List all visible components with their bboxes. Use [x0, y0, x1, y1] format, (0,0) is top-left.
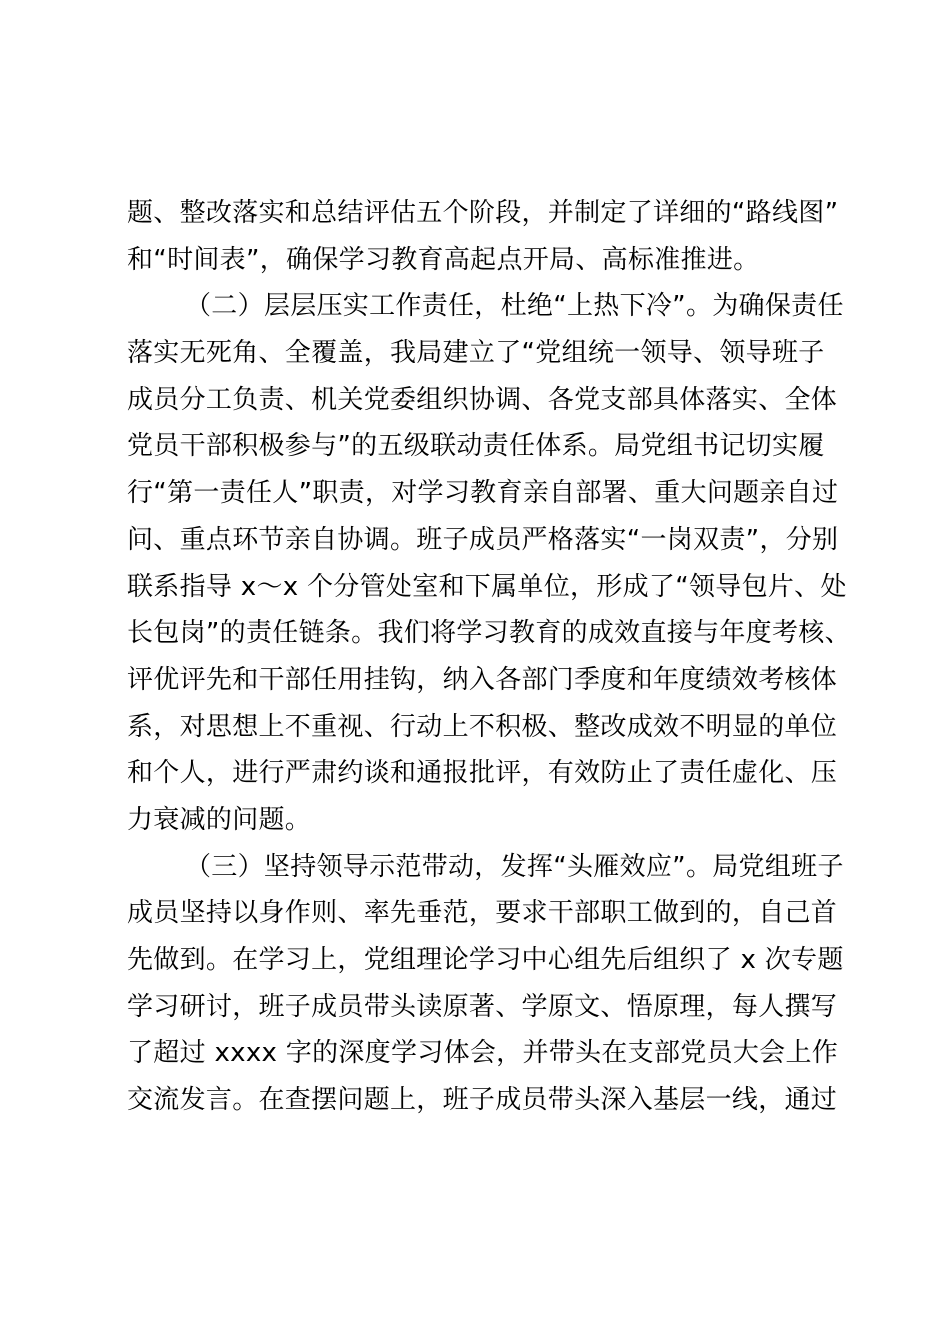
text-line: 成员坚持以身作则、率先垂范，要求干部职工做到的，自己首 [127, 898, 838, 929]
text-line: 成员分工负责、机关党委组织协调、各党支部具体落实、全体 [127, 384, 838, 415]
text-line: 行“第一责任人”职责，对学习教育亲自部署、重大问题亲自过 [127, 478, 839, 509]
section-heading-line: （二）层层压实工作责任，杜绝“上热下冷”。为确保责任 [185, 291, 844, 322]
text-line: 了超过 xxxx 字的深度学习体会，并带头在支部党员大会上作 [127, 1038, 839, 1069]
text-line: 评优评先和干部任用挂钩，纳入各部门季度和年度绩效考核体 [127, 664, 838, 695]
body-text [127, 190, 851, 1124]
text-line: 联系指导 x～x 个分管处室和下属单位，形成了“领导包片、处 [127, 571, 847, 602]
text-line: 问、重点环节亲自协调。班子成员严格落实“一岗双责”，分别 [127, 524, 839, 555]
section-heading-line: （三）坚持领导示范带动，发挥“头雁效应”。局党组班子 [185, 851, 844, 882]
text-line: 题、整改落实和总结评估五个阶段，并制定了详细的“路线图” [127, 198, 839, 228]
text-line: 交流发言。在查摆问题上，班子成员带头深入基层一线，通过 [127, 1085, 838, 1116]
text-line: 党员干部积极参与”的五级联动责任体系。局党组书记切实履 [127, 431, 825, 462]
text-line: 和“时间表”，确保学习教育高起点开局、高标准推进。 [127, 244, 760, 275]
text-line: 学习研讨，班子成员带头读原著、学原文、悟原理，每人撰写 [127, 991, 838, 1022]
text-line: 和个人，进行严肃约谈和通报批评，有效防止了责任虚化、压 [127, 758, 838, 789]
text-line: 先做到。在学习上，党组理论学习中心组先后组织了 x 次专题 [127, 945, 844, 975]
text-line: 系，对思想上不重视、行动上不积极、整改成效不明显的单位 [127, 711, 838, 742]
text-line: 长包岗”的责任链条。我们将学习教育的成效直接与年度考核、 [127, 618, 851, 649]
text-line: 力衰减的问题。 [127, 804, 312, 835]
text-line: 落实无死角、全覆盖，我局建立了“党组统一领导、领导班子 [127, 338, 825, 369]
